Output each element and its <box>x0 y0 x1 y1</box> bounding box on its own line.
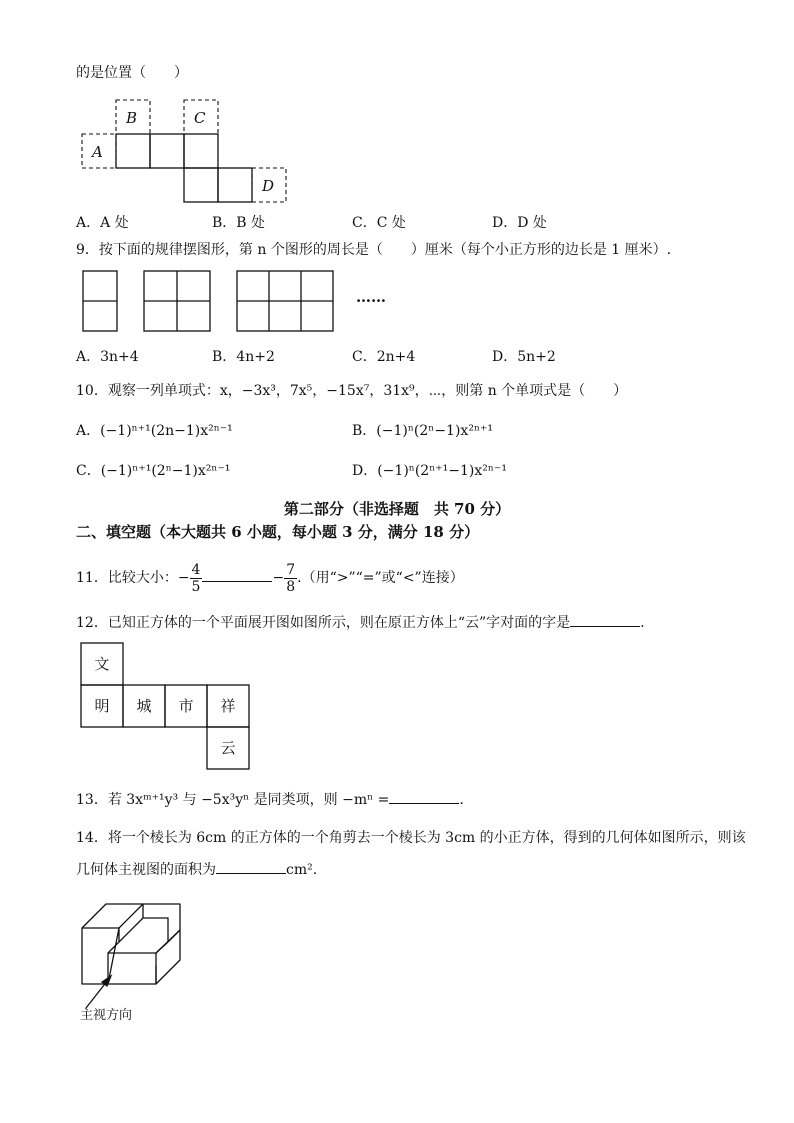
q10-option-d[interactable]: D．(−1)ⁿ(2ⁿ⁺¹−1)x²ⁿ⁻¹ <box>352 463 507 479</box>
net-square <box>116 134 150 168</box>
q13-text: 13．若 3xᵐ⁺¹y³ 与 −5x³yⁿ 是同类项，则 −mⁿ = <box>76 792 390 808</box>
q11-suffix: .（用“>”“=”或“<”连接） <box>297 570 464 586</box>
q9-ellipsis: …… <box>356 288 386 306</box>
face-xiang: 祥 <box>220 697 236 715</box>
q9-option-d[interactable]: D．5n+2 <box>492 349 556 365</box>
net-square <box>184 168 218 202</box>
q8-option-d[interactable]: D．D 处 <box>492 215 547 231</box>
q11-minus: − <box>272 570 285 586</box>
label-b: B <box>126 109 138 127</box>
q10-option-b[interactable]: B．(−1)ⁿ(2ⁿ−1)x²ⁿ⁺¹ <box>352 423 493 439</box>
face-yun: 云 <box>220 739 236 757</box>
q12-answer-blank[interactable] <box>570 612 640 627</box>
q14-solid-figure <box>76 896 186 1020</box>
q9-option-a[interactable]: A．3n+4 <box>76 349 139 365</box>
net-square <box>184 134 218 168</box>
q8-cube-net-figure <box>78 96 292 204</box>
view-direction-caption: 主视方向 <box>80 1008 133 1023</box>
section-fill-blank-title: 二、填空题（本大题共 6 小题，每小题 3 分，满分 18 分） <box>76 523 480 541</box>
label-c: C <box>194 109 206 127</box>
q8-option-b[interactable]: B．B 处 <box>212 215 266 231</box>
q12-line: 12．已知正方体的一个平面展开图如图所示，则在原正方体上“云”字对面的字是 . <box>76 612 645 632</box>
label-d: D <box>262 177 275 195</box>
q14-answer-blank[interactable] <box>216 859 286 874</box>
q11-answer-blank[interactable] <box>202 567 272 582</box>
q9-option-c[interactable]: C．2n+4 <box>352 349 416 365</box>
q10-option-c[interactable]: C．(−1)ⁿ⁺¹(2ⁿ−1)x²ⁿ⁻¹ <box>76 463 231 479</box>
q8-option-a[interactable]: A．A 处 <box>76 215 129 231</box>
q13-answer-blank[interactable] <box>389 789 459 804</box>
label-a: A <box>92 143 103 161</box>
q9-option-b[interactable]: B．4n+2 <box>212 349 275 365</box>
face-wen: 文 <box>94 655 110 673</box>
fraction-4-5: $\frac{4}{5}$ <box>191 561 201 595</box>
q10-stem: 10．观察一列单项式：x，−3x³，7x⁵，−15x⁷，31x⁹，⋯，则第 n 个单项式是（ ） <box>76 383 628 399</box>
q12-cube-net-figure <box>80 642 252 770</box>
q12-stem: 12．已知正方体的一个平面展开图如图所示，则在原正方体上“云”字对面的字是 <box>76 615 571 631</box>
net-square <box>150 134 184 168</box>
net-square <box>218 168 252 202</box>
q11-line <box>76 558 464 598</box>
q8-option-c[interactable]: C．C 处 <box>352 215 406 231</box>
q10-option-a[interactable]: A．(−1)ⁿ⁺¹(2n−1)x²ⁿ⁻¹ <box>76 423 233 439</box>
q13-line: 13．若 3xᵐ⁺¹y³ 与 −5x³yⁿ 是同类项，则 −mⁿ = . <box>76 789 464 809</box>
part2-title: 第二部分（非选择题 共 70 分） <box>283 500 511 518</box>
q9-pattern-figure <box>82 270 402 334</box>
q14-unit: cm². <box>286 862 318 878</box>
fraction-7-8: $\frac{7}{8}$ <box>286 561 296 595</box>
q8-stem-tail: 的是位置（ ） <box>76 65 188 81</box>
q9-stem: 9．按下面的规律摆图形，第 n 个图形的周长是（ ）厘米（每个小正方形的边长是 1 厘米）. <box>76 242 672 258</box>
face-shi: 市 <box>178 697 194 715</box>
q14-line2: 几何体主视图的面积为 cm². <box>76 859 317 879</box>
face-cheng: 城 <box>136 697 152 715</box>
face-ming: 明 <box>94 697 110 715</box>
q11-prefix: 11．比较大小：− <box>76 570 190 586</box>
q14-line1: 14．将一个棱长为 6cm 的正方体的一个角剪去一个棱长为 3cm 的小正方体，得到的几何体如图所示，则该 <box>76 830 746 846</box>
